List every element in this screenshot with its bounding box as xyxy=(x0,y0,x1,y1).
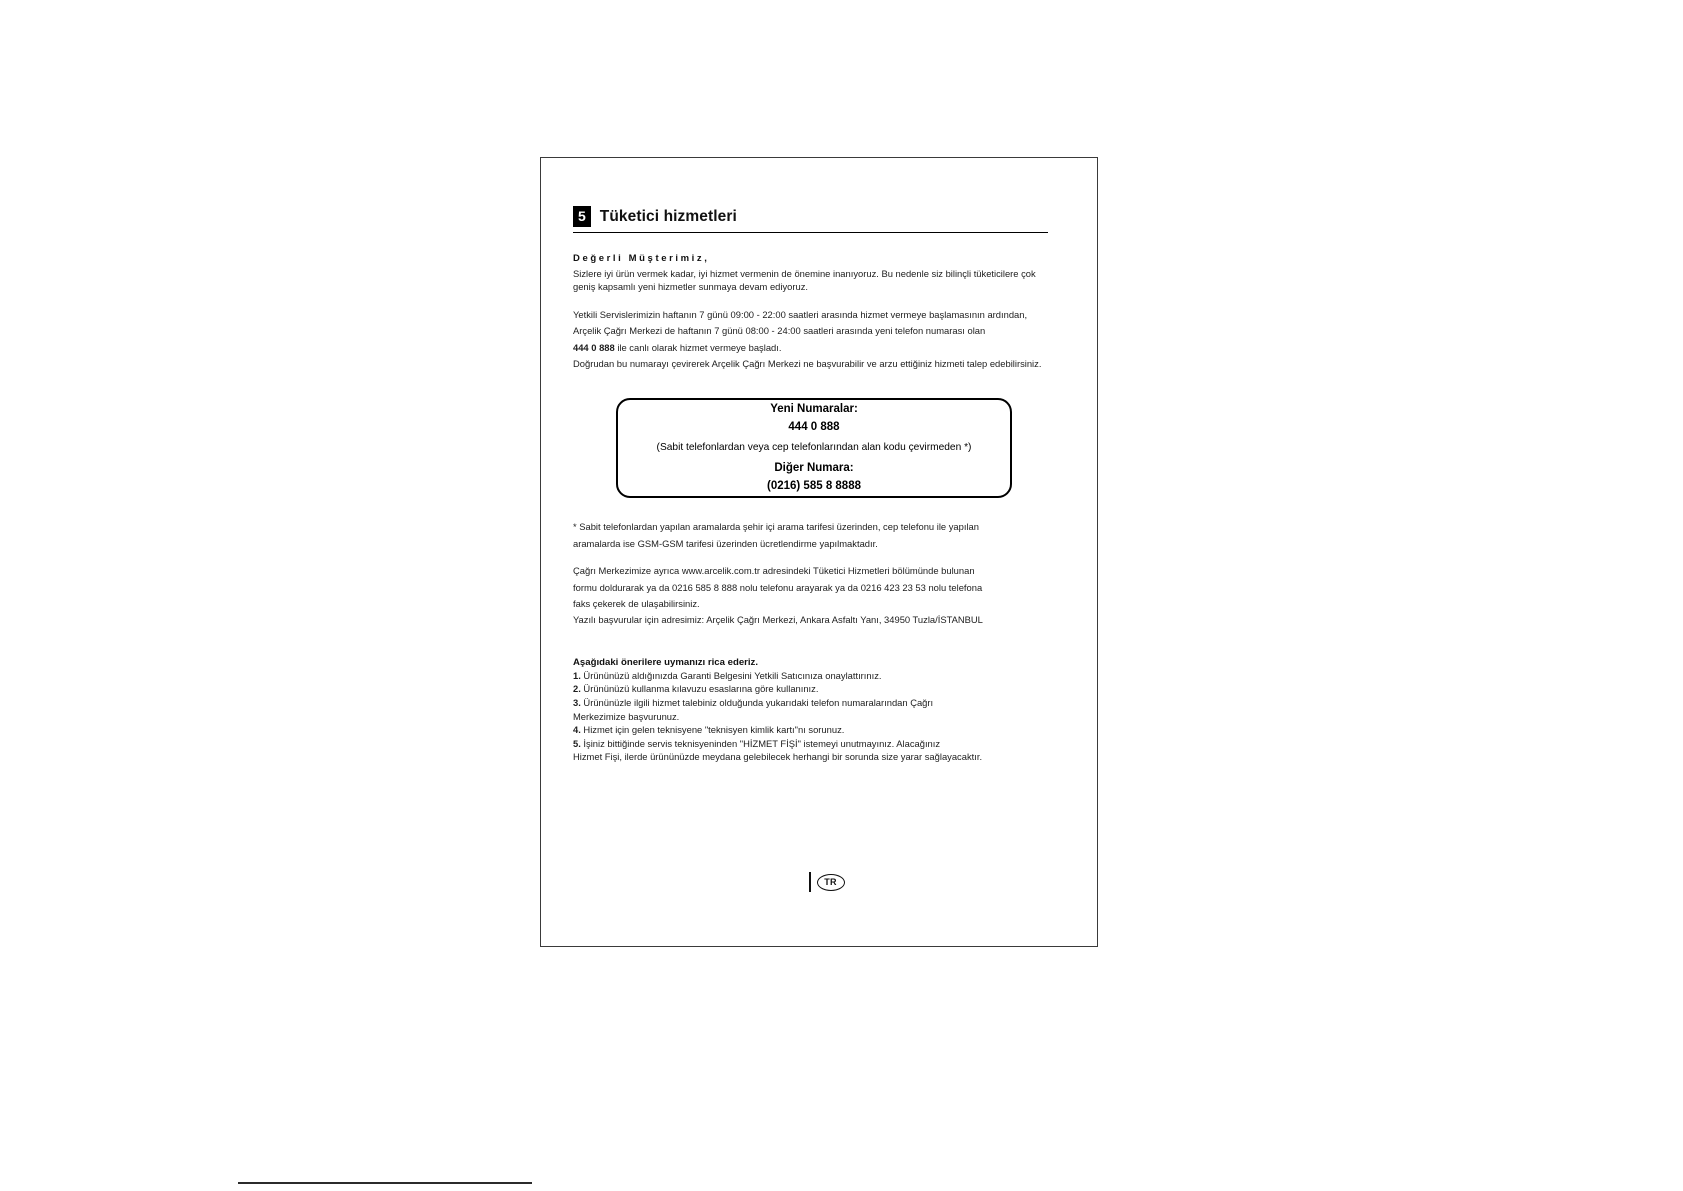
list-item-text: İşiniz bittiğinde servis teknisyeninden "HİZMET FİŞİ" istemeyi unutmayınız. Alacağınız xyxy=(580,737,941,749)
contact-line-2: formu doldurarak ya da 0216 585 8 888 nolu telefonu arayarak ya da 0216 423 23 53 nolu telefona xyxy=(573,581,983,593)
new-number-value: 444 0 888 xyxy=(788,421,840,434)
language-marker xyxy=(809,872,845,892)
list-item xyxy=(573,723,1055,737)
section-header xyxy=(573,206,1048,233)
page-title: Tüketici hizmetleri xyxy=(599,208,737,225)
new-number-note: (Sabit telefonlardan veya cep telefonlarından alan kodu çevirmeden *) xyxy=(656,442,972,454)
list-item xyxy=(573,737,1055,751)
intro-paragraph: Sizlere iyi ürün vermek kadar, iyi hizmet vermenin de önemine inanıyoruz. Bu nedenle siz bilinçli tüketicilere çok geniş kapsamlı yeni hizmetler sunmaya devam ediyoruz. xyxy=(573,268,1036,293)
new-numbers-label: Yeni Numaralar: xyxy=(770,403,858,416)
section-number-badge: 5 xyxy=(573,206,591,227)
list-item-number: 3. xyxy=(573,697,581,709)
service-hours-line-2: Arçelik Çağrı Merkezi de haftanın 7 günü 08:00 - 24:00 saatleri arasında yeni telefon numarası olan xyxy=(573,325,986,337)
phone-numbers-box xyxy=(616,398,1012,498)
tariff-footnote xyxy=(573,520,1055,550)
tariff-footnote-line-1: * Sabit telefonlardan yapılan aramalarda şehir içi arama tarifesi üzerinden, cep telefonu ile yapılan xyxy=(573,521,979,533)
contact-line-4: Yazılı başvurular için adresimiz: Arçelik Çağrı Merkezi, Ankara Asfaltı Yanı, 34950 Tuzla/İSTANBUL xyxy=(573,614,983,626)
page-content xyxy=(573,206,1055,764)
list-item-number: 5. xyxy=(573,737,581,749)
list-item xyxy=(573,750,1055,764)
service-hours-paragraph xyxy=(573,308,1055,371)
service-hours-line-3 xyxy=(573,341,1055,354)
call-center-number-inline: 444 0 888 xyxy=(573,341,615,353)
salutation: Değerli Müşterimiz, xyxy=(573,253,710,264)
service-hours-line-1: Yetkili Servislerimizin haftanın 7 günü 09:00 - 22:00 saatleri arasında hizmet vermeye başlamasının ardından, xyxy=(573,308,1028,320)
list-item-number: 1. xyxy=(573,669,581,681)
list-item xyxy=(573,710,1055,724)
contact-paragraph xyxy=(573,564,1055,627)
advice-list xyxy=(573,657,1055,764)
contact-line-1: Çağrı Merkezimize ayrıca www.arcelik.com.tr adresindeki Tüketici Hizmetleri bölümünde bulunan xyxy=(573,565,975,577)
list-item-text: Merkezimize başvurunuz. xyxy=(573,710,680,722)
list-item xyxy=(573,696,1055,710)
document-page xyxy=(540,157,1098,947)
list-item xyxy=(573,669,1055,683)
list-item-number: 2. xyxy=(573,683,581,695)
list-item-text: Hizmet Fişi, ilerde ürününüzde meydana gelebilecek herhangi bir sorunda size yarar sağlayacaktır. xyxy=(573,751,983,763)
advice-heading: Aşağıdaki önerilere uymanızı rica ederiz. xyxy=(573,656,759,668)
scan-artifact-line xyxy=(238,1182,532,1184)
language-code: TR xyxy=(817,874,845,891)
tariff-footnote-line-2: aramalarda ise GSM-GSM tarifesi üzerinden ücretlendirme yapılmaktadır. xyxy=(573,537,878,549)
other-number-value: (0216) 585 8 8888 xyxy=(767,480,861,493)
list-item-text: Ürününüzü kullanma kılavuzu esaslarına göre kullanınız. xyxy=(580,683,819,695)
list-item-text: Hizmet için gelen teknisyene "teknisyen kimlik kartı"nı sorunuz. xyxy=(580,724,845,736)
list-item-text: Ürününüzle ilgili hizmet talebiniz olduğunda yukarıdaki telefon numaralarından Çağrı xyxy=(580,697,934,709)
contact-line-3: faks çekerek de ulaşabilirsiniz. xyxy=(573,598,700,610)
list-item-text: Ürününüzü aldığınızda Garanti Belgesini Yetkili Satıcınıza onaylattırınız. xyxy=(580,669,882,681)
language-marker-rule xyxy=(809,872,811,892)
other-number-label: Diğer Numara: xyxy=(774,462,854,475)
list-item-number: 4. xyxy=(573,724,581,736)
service-hours-line-4: Doğrudan bu numarayı çevirerek Arçelik Çağrı Merkezi ne başvurabilir ve arzu ettiğiniz hizmeti talep edebilirsiniz. xyxy=(573,358,1042,370)
list-item xyxy=(573,682,1055,696)
call-center-number-rest: ile canlı olarak hizmet vermeye başladı. xyxy=(614,341,782,353)
